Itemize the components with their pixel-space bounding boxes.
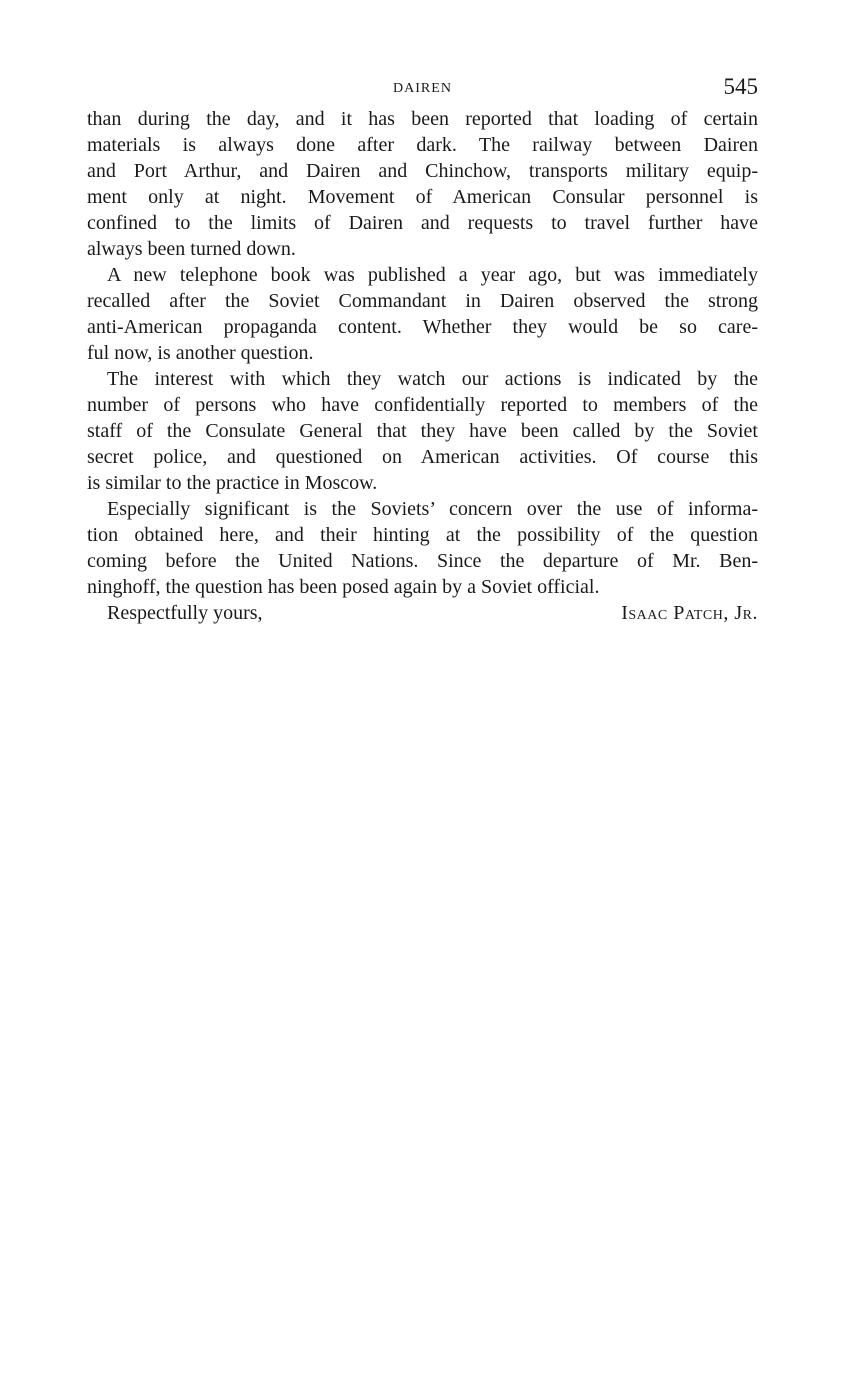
text-line: number of persons who have confidentially reported to members of the (87, 394, 758, 416)
text-line: ninghoff, the question has been posed again by a Soviet official. (87, 576, 600, 598)
paragraph (87, 262, 758, 366)
document-page (87, 74, 758, 626)
signature: Isaac Patch, Jr. (621, 602, 758, 624)
text-line: recalled after the Soviet Commandant in Dairen observed the strong (87, 290, 758, 312)
body-text (87, 106, 758, 600)
letter-closing (87, 600, 758, 626)
text-line: ful now, is another question. (87, 342, 314, 364)
text-line: confined to the limits of Dairen and requests to travel further have (87, 212, 758, 234)
text-line: ment only at night. Movement of American Consular personnel is (87, 186, 758, 208)
text-line: always been turned down. (87, 238, 296, 260)
paragraph (87, 366, 758, 496)
text-line: anti-American propaganda content. Whether they would be so care- (87, 316, 758, 338)
text-line: secret police, and questioned on American activities. Of course this (87, 446, 758, 468)
paragraph (87, 496, 758, 600)
text-line: and Port Arthur, and Dairen and Chinchow, transports military equip- (87, 160, 758, 182)
text-line: is similar to the practice in Moscow. (87, 472, 378, 494)
running-title: DAIREN (393, 81, 452, 96)
text-line: staff of the Consulate General that they have been called by the Soviet (87, 420, 758, 442)
text-line: A new telephone book was published a year ago, but was immediately (107, 264, 758, 286)
text-line: tion obtained here, and their hinting at the possibility of the question (87, 524, 758, 546)
text-line: coming before the United Nations. Since the departure of Mr. Ben- (87, 550, 758, 572)
text-line: than during the day, and it has been reported that loading of certain (87, 108, 758, 130)
running-header (87, 74, 758, 106)
salutation: Respectfully yours, (107, 602, 263, 624)
page-number: 545 (723, 74, 758, 99)
text-line: materials is always done after dark. The railway between Dairen (87, 134, 758, 156)
text-line: The interest with which they watch our actions is indicated by the (107, 368, 758, 390)
paragraph (87, 106, 758, 262)
text-line: Especially significant is the Soviets’ concern over the use of informa- (107, 498, 758, 520)
